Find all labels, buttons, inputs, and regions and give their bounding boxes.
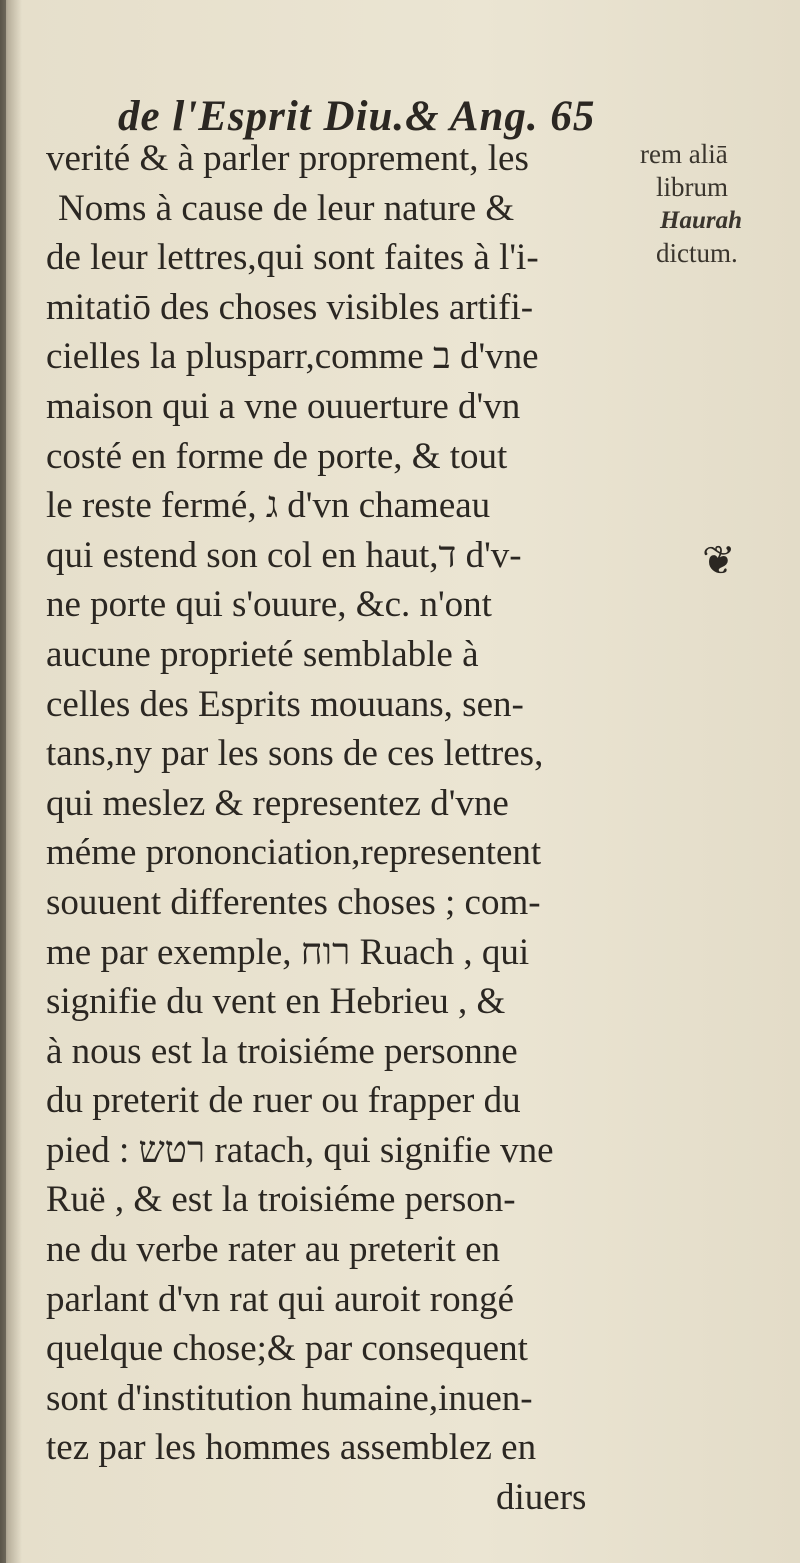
running-head: de l'Esprit Diu.& Ang. 65 [118, 93, 596, 140]
margin-note: Haurah [660, 207, 742, 234]
text-line: verité & à parler proprement, les [46, 138, 529, 179]
text-line: signifie du vent en Hebrieu , & [46, 981, 506, 1023]
text-line: celles des Esprits mouuans, sen- [46, 683, 524, 725]
text-line: méme prononciation,representent [46, 832, 542, 874]
text-line: du preterit de ruer ou frapper du [46, 1080, 521, 1122]
text-line: cielles la plusparr,comme ב d'vne [46, 336, 539, 378]
text-line: maison qui a vne ouuerture d'vn [46, 385, 521, 427]
body-text [46, 134, 646, 1523]
text-line: ne porte qui s'ouure, &c. n'ont [46, 584, 492, 626]
text-line: pied : רטש ratach, qui signifie vne [46, 1129, 554, 1171]
text-line: costé en forme de porte, & tout [46, 435, 508, 477]
text-line: Ruë , & est la troisiéme person- [46, 1179, 516, 1221]
text-line: tans,ny par les sons de ces lettres, [46, 733, 544, 775]
text-line: quelque chose;& par consequent [46, 1328, 528, 1370]
text-line: mitatiō des choses visibles artifi- [46, 286, 534, 328]
text-line: qui meslez & representez d'vne [46, 782, 509, 824]
margin-note: rem aliā [640, 139, 728, 169]
text-line: de leur lettres,qui sont faites à l'i- [46, 237, 539, 279]
margin-note: dictum. [656, 238, 738, 268]
text-line: le reste fermé, ג d'vn chameau [46, 485, 491, 527]
text-line: qui estend son col en haut,ד d'v- [46, 534, 522, 576]
margin-notes [616, 138, 796, 270]
text-line: souuent differentes choses ; com- [46, 881, 541, 923]
text-line: ne du verbe rater au preterit en [46, 1229, 501, 1271]
text-line: tez par les hommes assemblez en [46, 1427, 537, 1469]
text-line: sont d'institution humaine,inuen- [46, 1377, 533, 1419]
text-line: parlant d'vn rat qui auroit rongé [46, 1278, 514, 1320]
text-line: Noms à cause de leur nature & [58, 187, 515, 229]
text-line: aucune proprieté semblable à [46, 633, 479, 675]
spine-shadow [0, 0, 6, 1563]
text-line: me par exemple, רוח Ruach , qui [46, 931, 530, 973]
catchword: diuers [496, 1477, 587, 1519]
fleuron-icon: ❦ [702, 538, 736, 584]
margin-note: librum [656, 172, 728, 202]
text-line: à nous est la troisiéme personne [46, 1030, 518, 1072]
